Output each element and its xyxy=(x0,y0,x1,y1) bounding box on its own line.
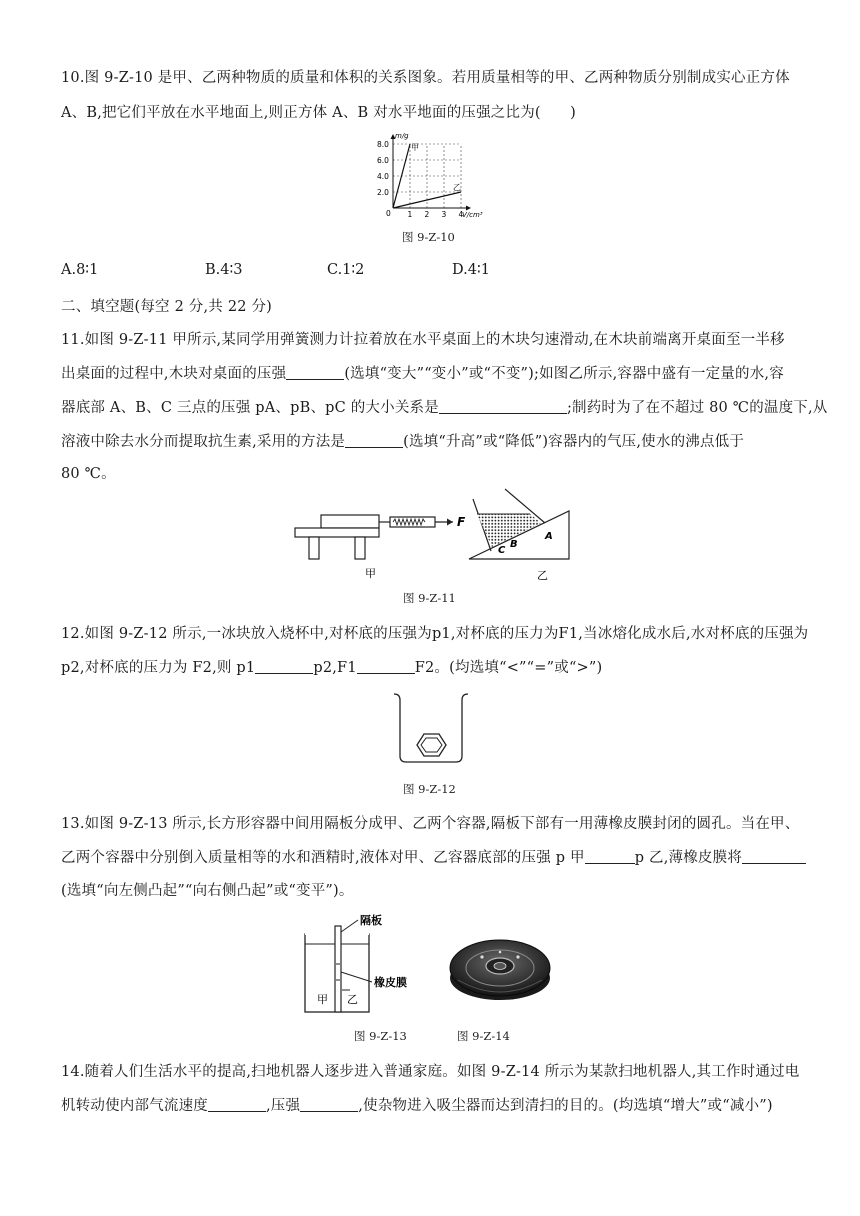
q11-line4 xyxy=(61,432,744,452)
q14-line2-text-b: ,压强 xyxy=(266,1098,301,1114)
q10-line1: 10.图 9-Z-10 是甲、乙两种物质的质量和体积的关系图象。若用质量相等的甲、乙两种物质分别制成实心正方体 xyxy=(61,70,790,86)
x-axis-label: V/cm³ xyxy=(462,211,483,219)
label-yi: 乙 xyxy=(537,569,548,582)
q13-blank-2[interactable] xyxy=(742,849,806,864)
q14-line1: 14.随着人们生活水平的提高,扫地机器人逐步进入普通家庭。如图 9-Z-14 所示为某款扫地机器人,其工作时通过电 xyxy=(61,1064,800,1080)
q12-line2-text-a: p2,对杯底的压力为 F2,则 p1 xyxy=(61,660,256,676)
q14-line2 xyxy=(61,1096,773,1116)
q10-option-c: C.1∶2 xyxy=(327,262,365,278)
y-tick-label: 8.0 xyxy=(377,140,389,149)
series-label-0: 甲 xyxy=(411,143,419,152)
q13-line2 xyxy=(61,848,806,868)
label-F: F xyxy=(457,515,466,529)
q11-line2-text-b: (选填“变大”“变小”或“不变”);如图乙所示,容器中盛有一定量的水,容 xyxy=(344,366,784,382)
series-line-0 xyxy=(393,144,410,208)
label-partition: 隔板 xyxy=(360,914,382,927)
q11-line3-text-a: 器底部 A、B、C 三点的压强 pA、pB、pC 的大小关系是 xyxy=(61,400,439,416)
q11-blank-1[interactable] xyxy=(286,365,344,380)
q11-caption: 图 9-Z-11 xyxy=(403,591,456,605)
q10-option-b: B.4∶3 xyxy=(205,262,243,278)
q11-line3-text-b: ;制药时为了在不超过 80 ℃的温度下,从 xyxy=(566,400,828,416)
q12-line2 xyxy=(61,658,602,678)
chart-grid xyxy=(393,144,461,208)
label-yi: 乙 xyxy=(347,993,358,1006)
section-title: 二、填空题(每空 2 分,共 22 分) xyxy=(61,299,273,315)
q13-caption: 图 9-Z-13 xyxy=(354,1029,407,1043)
origin-label: 0 xyxy=(386,209,391,218)
q12-blank-2[interactable] xyxy=(357,659,415,674)
figure-beaker xyxy=(390,690,474,766)
q11-line3 xyxy=(61,398,828,418)
q10-line2: A、B,把它们平放在水平地面上,则正方体 A、B 对水平地面的压强之比为( ) xyxy=(61,105,577,121)
q14-line2-text-a: 机转动使内部气流速度 xyxy=(61,1098,208,1114)
q13-line3: (选填“向左侧凸起”“向右侧凸起”或“变平”)。 xyxy=(61,883,354,899)
y-tick-label: 2.0 xyxy=(377,188,389,197)
label-membrane: 橡皮膜 xyxy=(374,976,407,989)
q14-blank-1[interactable] xyxy=(208,1097,266,1112)
q12-caption: 图 9-Z-12 xyxy=(403,782,456,796)
label-A: A xyxy=(545,531,553,542)
q12-line1: 12.如图 9-Z-12 所示,一冰块放入烧杯中,对杯底的压强为p1,对杯底的压力为F1,当冰熔化成水后,水对杯底的压强为 xyxy=(61,626,809,642)
q12-line2-text-c: F2。(均选填“<”“=”或“>”) xyxy=(414,660,603,676)
q11-line4-text-a: 溶液中除去水分而提取抗生素,采用的方法是 xyxy=(61,434,346,450)
q13-blank-1[interactable] xyxy=(585,849,635,864)
q14-blank-2[interactable] xyxy=(300,1097,358,1112)
figure-water-container xyxy=(465,487,575,585)
x-tick-label: 4 xyxy=(458,210,464,219)
mass-volume-chart xyxy=(363,128,493,220)
q11-line1: 11.如图 9-Z-11 甲所示,某同学用弹簧测力计拉着放在水平桌面上的木块匀速滑动,在木块前端离开桌面至一半移 xyxy=(61,332,785,348)
q13-line1: 13.如图 9-Z-13 所示,长方形容器中间用隔板分成甲、乙两个容器,隔板下部有一用薄橡皮膜封闭的圆孔。当在甲、 xyxy=(61,816,800,832)
x-axis-arrow xyxy=(466,206,471,211)
q14-figure-caption: 图 9-Z-14 xyxy=(457,1029,510,1043)
q13-line2-text-b: p 乙,薄橡皮膜将 xyxy=(634,850,743,866)
q12-line2-text-b: p2,F1 xyxy=(313,660,357,676)
label-jia: 甲 xyxy=(365,567,376,580)
q10-option-d: D.4∶1 xyxy=(452,262,490,278)
y-tick-label: 4.0 xyxy=(377,172,389,181)
figure-spring-scale xyxy=(293,512,473,582)
q13-line2-text-a: 乙两个容器中分别倒入质量相等的水和酒精时,液体对甲、乙容器底部的压强 p 甲 xyxy=(61,850,585,866)
q10-caption: 图 9-Z-10 xyxy=(402,230,455,244)
q11-blank-3[interactable] xyxy=(345,433,403,448)
figure-robot-vacuum xyxy=(446,930,556,1006)
q11-line4-text-b: (选填“升高”或“降低”)容器内的气压,使水的沸点低于 xyxy=(403,434,745,450)
label-B: B xyxy=(510,539,518,550)
label-C: C xyxy=(498,545,506,556)
q14-line2-text-c: ,使杂物进入吸尘器而达到清扫的目的。(均选填“增大”或“减小”) xyxy=(358,1098,773,1114)
q11-line5: 80 ℃。 xyxy=(61,466,116,482)
x-tick-label: 3 xyxy=(441,210,447,219)
x-tick-label: 2 xyxy=(424,210,430,219)
label-jia: 甲 xyxy=(317,993,328,1006)
series-label-1: 乙 xyxy=(453,183,461,192)
figure-partition-container xyxy=(300,912,420,1016)
x-tick-label: 1 xyxy=(407,210,413,219)
q11-line2-text-a: 出桌面的过程中,木块对桌面的压强 xyxy=(61,366,287,382)
q11-line2 xyxy=(61,364,784,384)
q12-blank-1[interactable] xyxy=(255,659,313,674)
y-tick-label: 6.0 xyxy=(377,156,389,165)
q10-option-a: A.8∶1 xyxy=(61,262,99,278)
q11-blank-2[interactable] xyxy=(439,399,567,414)
y-axis-label: m/g xyxy=(395,132,409,140)
